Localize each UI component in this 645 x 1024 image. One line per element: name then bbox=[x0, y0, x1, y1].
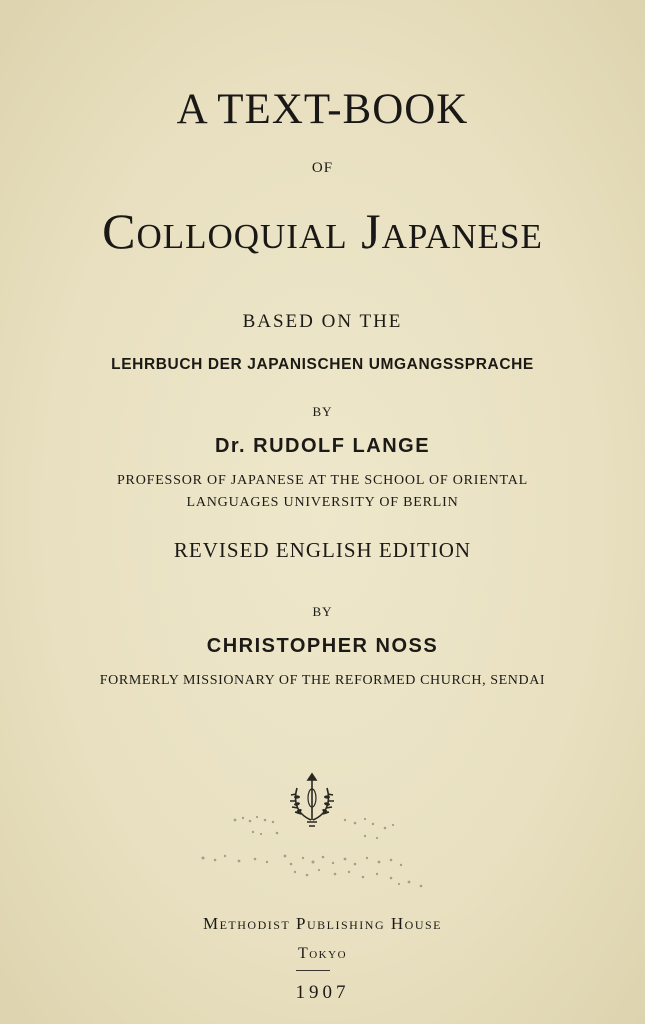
book-title: A TEXT-BOOK bbox=[176, 86, 469, 133]
reviser-name: CHRISTOPHER NOSS bbox=[206, 635, 439, 657]
author-affiliation-line-2: LANGUAGES UNIVERSITY OF BERLIN bbox=[186, 495, 459, 510]
imprint-divider bbox=[296, 970, 330, 971]
author-name: Dr. RUDOLF LANGE bbox=[214, 435, 431, 457]
title-connector: OF bbox=[311, 160, 334, 176]
author-affiliation-line-1: PROFESSOR OF JAPANESE AT THE SCHOOL OF ORIENTAL bbox=[116, 473, 529, 488]
publication-year: 1907 bbox=[295, 982, 350, 1003]
book-subject-title: Colloquial Japanese bbox=[102, 203, 543, 259]
edition-label: REVISED ENGLISH EDITION bbox=[173, 538, 472, 562]
author-by-label: BY bbox=[312, 404, 333, 419]
publisher-name: Methodist Publishing House bbox=[202, 914, 442, 933]
publication-city: Tokyo bbox=[297, 945, 348, 962]
faded-library-stamp-icon bbox=[195, 798, 435, 893]
source-work-title: LEHRBUCH DER JAPANISCHEN UMGANGSSPRACHE bbox=[111, 356, 534, 373]
based-on-label: BASED ON THE bbox=[242, 311, 403, 332]
reviser-affiliation: FORMERLY MISSIONARY OF THE REFORMED CHURCH, SENDAI bbox=[99, 673, 546, 688]
reviser-by-label: BY bbox=[312, 604, 333, 619]
